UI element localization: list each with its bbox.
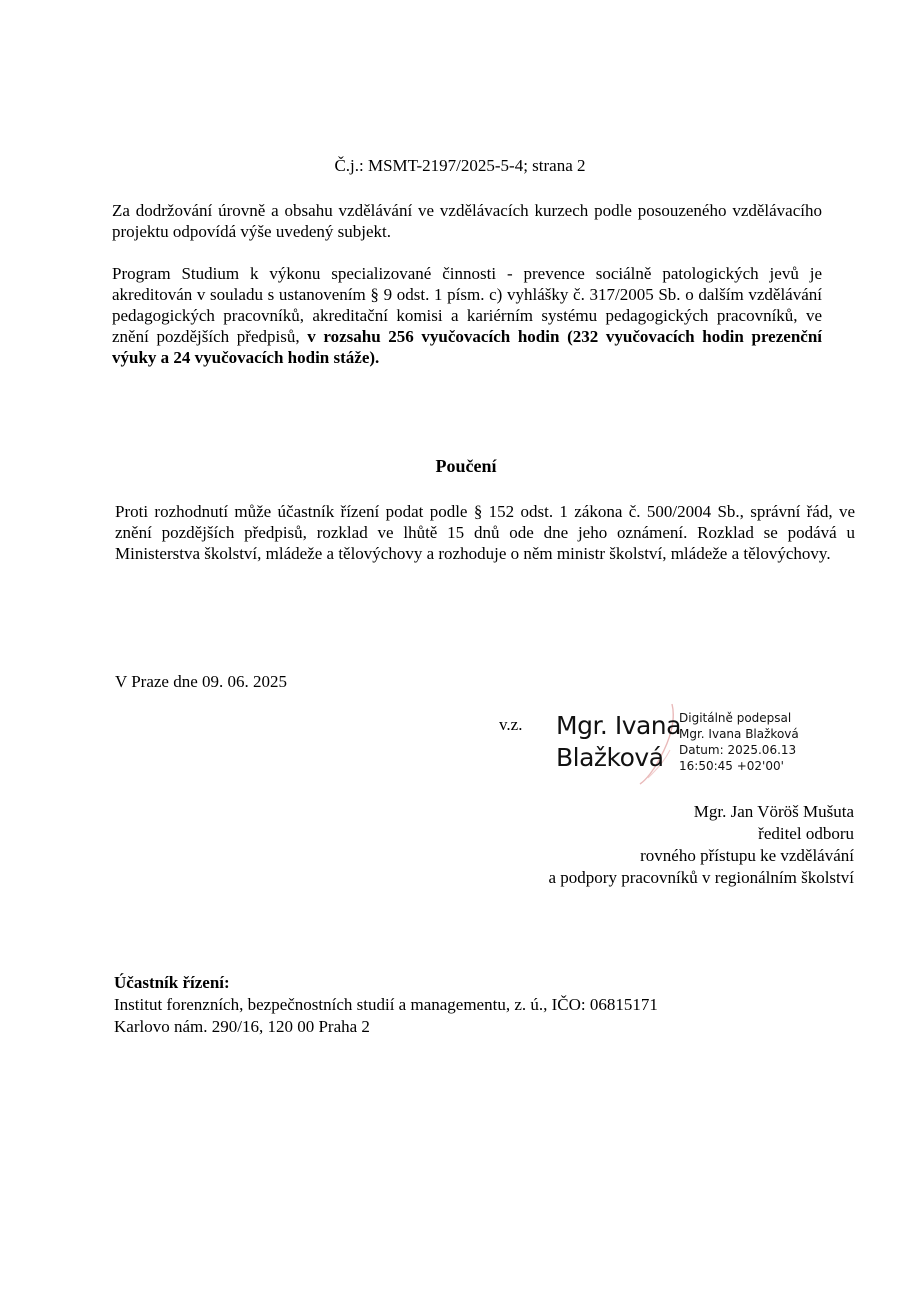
signatory-title: rovného přístupu ke vzdělávání [640, 846, 854, 865]
place-date: V Praze dne 09. 06. 2025 [115, 672, 288, 691]
signatory-title: ředitel odboru [758, 824, 854, 843]
signatory-block [549, 801, 854, 889]
digital-signature-name [556, 710, 681, 774]
instruction-heading: Poučení [435, 456, 497, 476]
signature-info-line: Mgr. Ivana Blažková [679, 727, 799, 741]
program-text: Program Studium k výkonu specializované činnosti - prevence sociálně patologických jevů je akreditován v souladu s ustanovením § 9 odst. 1 písm. c) vyhlášky č. 317/2005 Sb. o dalším vzdělávání pedagogických pracovníků, akreditační komisi a kariérním systému pedagogických pracovníků, ve znění pozdějších předpisů, [112, 264, 822, 346]
signature-info-line: 16:50:45 +02'00' [679, 759, 784, 773]
signature-info-line: Digitálně podepsal [679, 711, 792, 725]
digital-signature-info [679, 710, 799, 774]
signature-name-line: Blažková [556, 743, 664, 772]
signature-info-line: Datum: 2025.06.13 [679, 743, 797, 757]
on-behalf-mark: v.z. [499, 715, 523, 734]
paragraph-program [112, 263, 822, 368]
participant-block [114, 972, 658, 1038]
participant-line: Institut forenzních, bezpečnostních studií a managementu, z. ú., IČO: 06815171 [114, 995, 658, 1014]
participant-label: Účastník řízení: [114, 973, 230, 992]
instruction-text: Proti rozhodnutí může účastník řízení podat podle § 152 odst. 1 zákona č. 500/2004 Sb., správní řád, ve znění pozdějších předpisů, rozklad ve lhůtě 15 dnů ode dne jeho oznámení. Rozklad se podává u Ministerstva školství, mládeže a tělovýchovy a rozhoduje o něm ministr školství, mládeže a tělovýchovy. [115, 502, 855, 563]
signature-name-line: Mgr. Ivana [556, 711, 681, 740]
participant-line: Karlovo nám. 290/16, 120 00 Praha 2 [114, 1017, 370, 1036]
paragraph-responsibility: Za dodržování úrovně a obsahu vzdělávání ve vzdělávacích kurzech podle posouzeného vzdělávacího projektu odpovídá výše uvedený subjekt. [112, 201, 822, 241]
program-scope: v rozsahu 256 vyučovacích hodin (232 vyučovacích hodin prezenční výuky a 24 vyučovacích hodin stáže). [112, 327, 822, 367]
document-reference: Č.j.: MSMT-2197/2025-5-4; strana 2 [334, 156, 586, 175]
signatory-name: Mgr. Jan Vöröš Mušuta [693, 802, 854, 821]
signatory-title: a podpory pracovníků v regionálním školství [548, 868, 854, 887]
